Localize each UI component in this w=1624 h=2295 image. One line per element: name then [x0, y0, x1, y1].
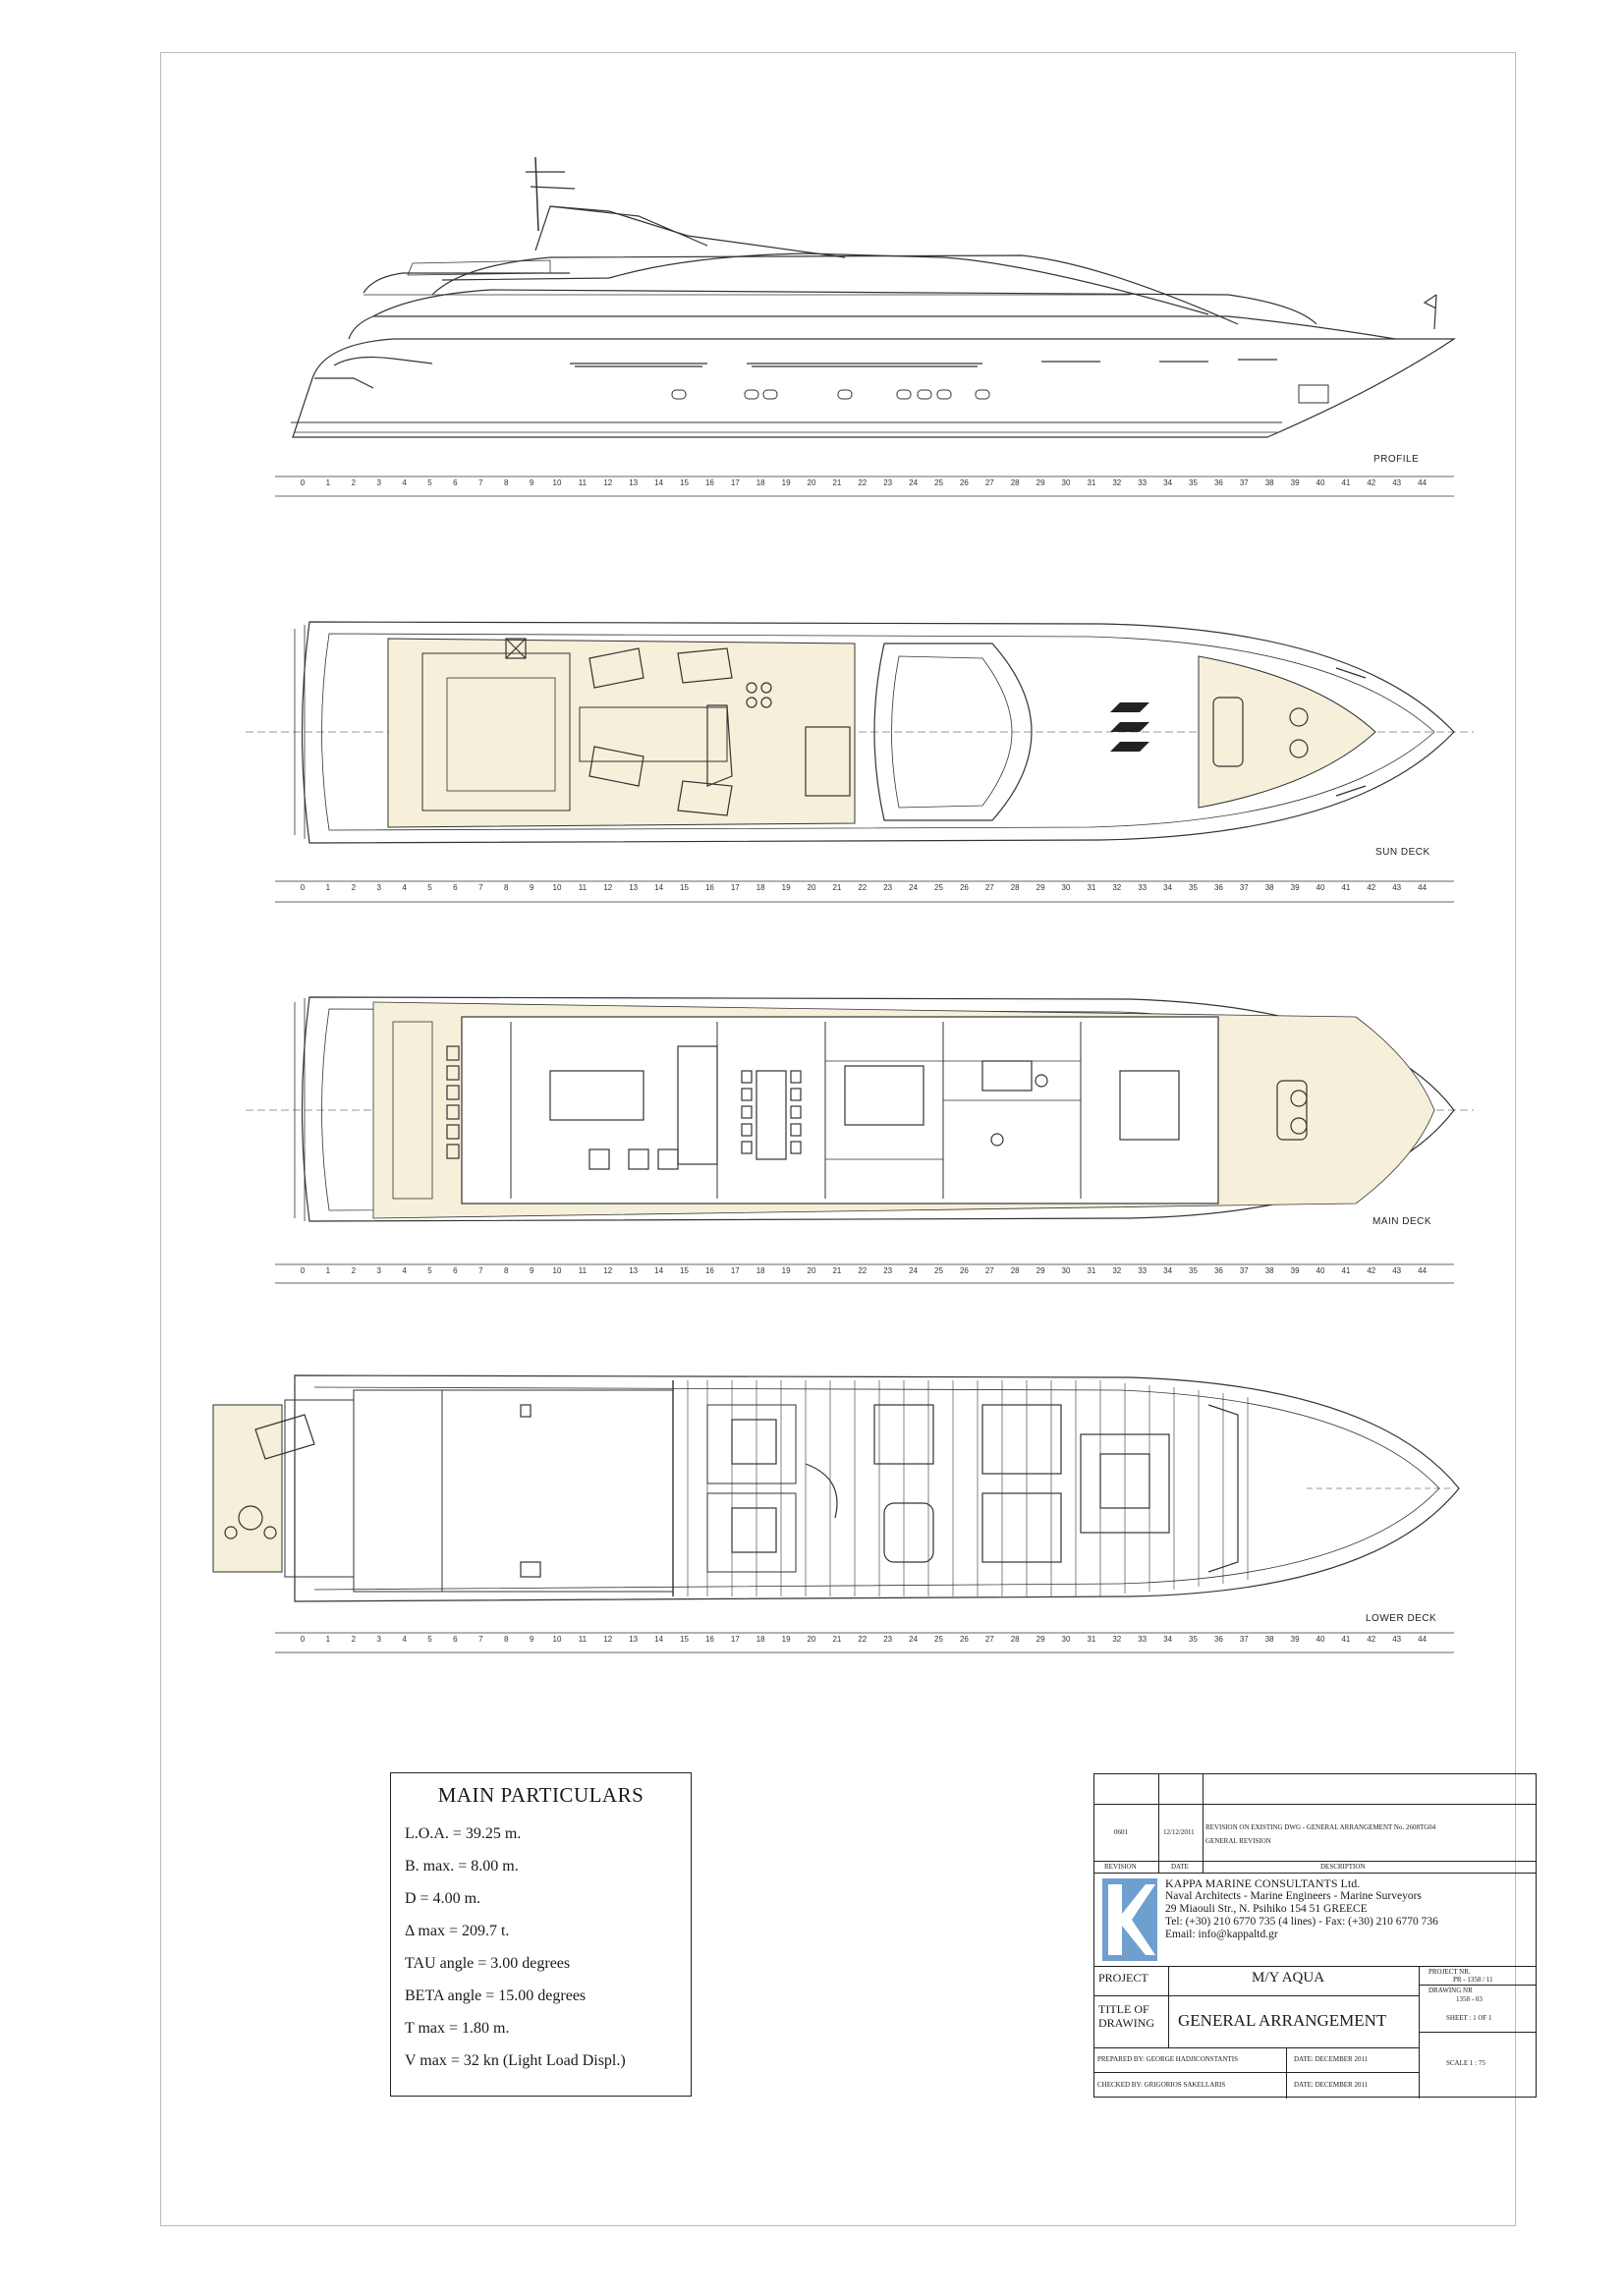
frame-number: 8: [503, 1635, 509, 1644]
particular-beam: B. max. = 8.00 m.: [405, 1858, 519, 1875]
frame-number: 10: [552, 478, 562, 487]
frame-number: 21: [832, 883, 842, 892]
frame-number: 25: [934, 478, 943, 487]
particular-depth: D = 4.00 m.: [405, 1890, 481, 1907]
frame-number: 16: [704, 478, 714, 487]
frame-number: 32: [1112, 1635, 1122, 1644]
frame-number: 35: [1189, 1266, 1198, 1275]
kappa-marine-logo: [1102, 1878, 1157, 1961]
frame-number: 27: [984, 883, 994, 892]
main-deck-view: [246, 997, 1474, 1221]
frame-number: 39: [1290, 1635, 1300, 1644]
frame-number: 20: [807, 1635, 816, 1644]
frame-number: 23: [883, 1635, 893, 1644]
frame-number: 41: [1341, 478, 1351, 487]
frame-number: 8: [503, 1266, 509, 1275]
frame-number: 27: [984, 1635, 994, 1644]
main-particulars-table: [390, 1772, 692, 2097]
frame-number: 5: [427, 1635, 432, 1644]
frame-number: 26: [959, 478, 969, 487]
frame-number: 12: [603, 1635, 613, 1644]
frame-number: 14: [654, 1635, 664, 1644]
frame-number: 12: [603, 883, 613, 892]
frame-number: 36: [1213, 1266, 1223, 1275]
frame-number: 6: [453, 883, 458, 892]
frame-number: 27: [984, 478, 994, 487]
firm-email: Email: info@kappaltd.gr: [1165, 1929, 1278, 1940]
view-label-main-deck: MAIN DECK: [1372, 1216, 1432, 1227]
frame-number: 24: [909, 478, 919, 487]
frame-number: 35: [1189, 478, 1198, 487]
frame-number: 4: [402, 1635, 407, 1644]
frame-number: 39: [1290, 883, 1300, 892]
frame-number: 38: [1264, 883, 1274, 892]
frame-number: 13: [629, 1635, 639, 1644]
frame-number: 13: [629, 883, 639, 892]
frame-number: 23: [883, 883, 893, 892]
frame-number: 35: [1189, 1635, 1198, 1644]
frame-number: 29: [1036, 1266, 1045, 1275]
frame-number: 12: [603, 478, 613, 487]
particular-max-speed: V max = 32 kn (Light Load Displ.): [405, 2052, 626, 2069]
frame-number: 31: [1087, 1635, 1096, 1644]
frame-number: 11: [578, 478, 588, 487]
frame-number: 12: [603, 1266, 613, 1275]
project-value: M/Y AQUA: [1252, 1970, 1325, 1986]
frame-number: 1: [325, 1266, 331, 1275]
frame-number: 8: [503, 883, 509, 892]
profile-view: [291, 157, 1454, 437]
frame-number: 34: [1163, 478, 1173, 487]
drawing-nr-label: DRAWING NR: [1428, 1987, 1473, 1994]
frame-number: 0: [300, 478, 306, 487]
col-date: DATE: [1171, 1863, 1189, 1871]
frame-number: 19: [781, 1266, 791, 1275]
frame-number: 0: [300, 1635, 306, 1644]
frame-number: 10: [552, 1266, 562, 1275]
frame-number: 15: [680, 1266, 689, 1275]
frame-number: 38: [1264, 1635, 1274, 1644]
frame-number: 24: [909, 883, 919, 892]
firm-address-2: 29 Miaouli Str., N. Psihiko 154 51 GREECE: [1165, 1903, 1368, 1915]
frame-number: 37: [1239, 478, 1249, 487]
frame-number: 11: [578, 883, 588, 892]
frame-number: 6: [453, 1635, 458, 1644]
frame-number: 13: [629, 1266, 639, 1275]
frame-number: 31: [1087, 478, 1096, 487]
frame-number: 40: [1316, 883, 1325, 892]
frame-number: 6: [453, 478, 458, 487]
col-description: DESCRIPTION: [1320, 1863, 1366, 1871]
frame-number: 19: [781, 1635, 791, 1644]
drawing-scale: SCALE 1 : 75: [1446, 2059, 1485, 2067]
frame-number: 11: [578, 1635, 588, 1644]
frame-number: 18: [756, 1635, 765, 1644]
prepared-date: DATE: DECEMBER 2011: [1294, 2055, 1369, 2063]
frame-number: 18: [756, 883, 765, 892]
frame-number: 5: [427, 1266, 432, 1275]
frame-number: 39: [1290, 478, 1300, 487]
frame-number: 14: [654, 1266, 664, 1275]
frame-number: 43: [1392, 1635, 1402, 1644]
frame-number: 24: [909, 1266, 919, 1275]
frame-number: 40: [1316, 1266, 1325, 1275]
col-revision: REVISION: [1104, 1863, 1137, 1871]
frame-number: 40: [1316, 1635, 1325, 1644]
particular-draft: T max = 1.80 m.: [405, 2020, 510, 2037]
frame-number: 40: [1316, 478, 1325, 487]
frame-number: 23: [883, 1266, 893, 1275]
frame-number: 25: [934, 1266, 943, 1275]
frame-number: 2: [351, 478, 357, 487]
title-label-2: DRAWING: [1098, 2016, 1155, 2030]
frame-number: 2: [351, 1635, 357, 1644]
frame-number: 37: [1239, 1635, 1249, 1644]
frame-number: 17: [730, 478, 740, 487]
frame-number: 43: [1392, 1266, 1402, 1275]
frame-number: 1: [325, 883, 331, 892]
frame-number: 34: [1163, 1635, 1173, 1644]
frame-number: 7: [478, 883, 483, 892]
frame-number: 21: [832, 478, 842, 487]
sun-deck-view: [246, 622, 1474, 843]
frame-number: 25: [934, 1635, 943, 1644]
frame-number: 42: [1367, 1266, 1376, 1275]
frame-number: 4: [402, 478, 407, 487]
frame-number: 34: [1163, 883, 1173, 892]
frame-number: 0: [300, 883, 306, 892]
checked-by: CHECKED BY: GRIGORIOS SAKELLARIS: [1097, 2081, 1226, 2089]
frame-number: 20: [807, 1266, 816, 1275]
frame-number: 28: [1010, 1635, 1020, 1644]
frame-number: 26: [959, 1266, 969, 1275]
frame-number: 29: [1036, 883, 1045, 892]
frame-number: 1: [325, 1635, 331, 1644]
frame-number: 32: [1112, 1266, 1122, 1275]
frame-number: 30: [1061, 1635, 1071, 1644]
frame-number: 7: [478, 478, 483, 487]
frame-number: 2: [351, 1266, 357, 1275]
frame-number: 21: [832, 1266, 842, 1275]
frame-number: 32: [1112, 478, 1122, 487]
frame-number: 33: [1138, 883, 1148, 892]
frame-number: 10: [552, 1635, 562, 1644]
frame-number: 41: [1341, 1266, 1351, 1275]
frame-number: 22: [858, 478, 868, 487]
frame-number: 22: [858, 1635, 868, 1644]
frame-number: 17: [730, 1266, 740, 1275]
frame-number: 18: [756, 1266, 765, 1275]
particular-tau-angle: TAU angle = 3.00 degrees: [405, 1955, 571, 1972]
frame-number: 14: [654, 883, 664, 892]
frame-number: 33: [1138, 1635, 1148, 1644]
frame-number: 43: [1392, 883, 1402, 892]
frame-number: 42: [1367, 478, 1376, 487]
frame-number: 44: [1418, 1635, 1428, 1644]
frame-number: 16: [704, 1266, 714, 1275]
frame-number: 7: [478, 1266, 483, 1275]
frame-number: 15: [680, 883, 689, 892]
frame-number: 11: [578, 1266, 588, 1275]
frame-number: 31: [1087, 883, 1096, 892]
prepared-by: PREPARED BY: GEORGE HADJICONSTANTIS: [1097, 2055, 1239, 2063]
frame-number: 22: [858, 1266, 868, 1275]
project-nr-label: PROJECT NR.: [1428, 1968, 1471, 1976]
frame-number: 42: [1367, 1635, 1376, 1644]
frame-number: 17: [730, 883, 740, 892]
frame-number: 21: [832, 1635, 842, 1644]
frame-number: 41: [1341, 883, 1351, 892]
frame-number: 33: [1138, 1266, 1148, 1275]
frame-number: 44: [1418, 1266, 1428, 1275]
frame-number: 20: [807, 478, 816, 487]
firm-phone: Tel: (+30) 210 6770 735 (4 lines) - Fax: (+30) 210 6770 736: [1165, 1916, 1438, 1928]
frame-number: 30: [1061, 883, 1071, 892]
frame-number: 26: [959, 883, 969, 892]
frame-number: 28: [1010, 883, 1020, 892]
frame-number: 15: [680, 1635, 689, 1644]
view-label-sun-deck: SUN DECK: [1375, 847, 1430, 858]
frame-number: 3: [376, 1266, 381, 1275]
sheet-number: SHEET : 1 OF 1: [1446, 2014, 1492, 2022]
frame-number: 26: [959, 1635, 969, 1644]
frame-number: 22: [858, 883, 868, 892]
drawing-nr-value: 1358 - 03: [1456, 1995, 1483, 2003]
frame-number: 35: [1189, 883, 1198, 892]
title-block: [1093, 1773, 1537, 2098]
frame-number: 29: [1036, 1635, 1045, 1644]
frame-number: 41: [1341, 1635, 1351, 1644]
drawing-title: GENERAL ARRANGEMENT: [1178, 2011, 1387, 2030]
frame-number: 1: [325, 478, 331, 487]
frame-number: 3: [376, 883, 381, 892]
frame-number: 3: [376, 478, 381, 487]
frame-number: 30: [1061, 1266, 1071, 1275]
frame-number: 4: [402, 1266, 407, 1275]
frame-number: 16: [704, 883, 714, 892]
frame-number: 32: [1112, 883, 1122, 892]
lower-deck-view: [213, 1375, 1459, 1601]
firm-name: KAPPA MARINE CONSULTANTS Ltd.: [1165, 1876, 1361, 1890]
frame-number: 37: [1239, 883, 1249, 892]
frame-number: 2: [351, 883, 357, 892]
frame-number: 23: [883, 478, 893, 487]
revision-description-1: REVISION ON EXISTING DWG - GENERAL ARRANGEMENT No. 2608TG04: [1205, 1823, 1436, 1831]
frame-number: 17: [730, 1635, 740, 1644]
frame-number: 4: [402, 883, 407, 892]
frame-number: 31: [1087, 1266, 1096, 1275]
frame-number: 24: [909, 1635, 919, 1644]
frame-number: 0: [300, 1266, 306, 1275]
frame-number: 38: [1264, 478, 1274, 487]
project-nr-value: PR - 1358 / 11: [1453, 1976, 1493, 1984]
frame-number: 5: [427, 883, 432, 892]
frame-number: 9: [529, 1635, 534, 1644]
frame-number: 38: [1264, 1266, 1274, 1275]
frame-number: 43: [1392, 478, 1402, 487]
frame-number: 36: [1213, 1635, 1223, 1644]
checked-date: DATE: DECEMBER 2011: [1294, 2081, 1369, 2089]
frame-number: 7: [478, 1635, 483, 1644]
frame-number: 19: [781, 478, 791, 487]
revision-code: 0601: [1114, 1828, 1128, 1836]
frame-number: 36: [1213, 478, 1223, 487]
particulars-title: MAIN PARTICULARS: [437, 1783, 644, 1807]
frame-number: 9: [529, 1266, 534, 1275]
frame-number: 9: [529, 883, 534, 892]
frame-number: 10: [552, 883, 562, 892]
frame-number: 37: [1239, 1266, 1249, 1275]
frame-number: 20: [807, 883, 816, 892]
frame-number: 28: [1010, 1266, 1020, 1275]
frame-number: 33: [1138, 478, 1148, 487]
frame-number: 39: [1290, 1266, 1300, 1275]
frame-number: 27: [984, 1266, 994, 1275]
frame-number: 29: [1036, 478, 1045, 487]
particular-loa: L.O.A. = 39.25 m.: [405, 1825, 522, 1842]
frame-number: 34: [1163, 1266, 1173, 1275]
particular-beta-angle: BETA angle = 15.00 degrees: [405, 1987, 587, 2004]
frame-number: 36: [1213, 883, 1223, 892]
frame-number: 14: [654, 478, 664, 487]
frame-number: 16: [704, 1635, 714, 1644]
title-label-1: TITLE OF: [1098, 2002, 1149, 2016]
frame-number: 42: [1367, 883, 1376, 892]
particular-displacement: Δ max = 209.7 t.: [405, 1923, 510, 1939]
frame-number: 18: [756, 478, 765, 487]
frame-number: 6: [453, 1266, 458, 1275]
frame-number: 15: [680, 478, 689, 487]
frame-number: 25: [934, 883, 943, 892]
frame-number: 30: [1061, 478, 1071, 487]
revision-description-2: GENERAL REVISION: [1205, 1837, 1271, 1845]
frame-number: 44: [1418, 883, 1428, 892]
view-label-profile: PROFILE: [1373, 454, 1420, 465]
view-label-lower-deck: LOWER DECK: [1366, 1613, 1437, 1624]
frame-number: 28: [1010, 478, 1020, 487]
frame-number: 3: [376, 1635, 381, 1644]
firm-address-1: Naval Architects - Marine Engineers - Marine Surveyors: [1165, 1890, 1422, 1902]
frame-number: 19: [781, 883, 791, 892]
frame-number: 5: [427, 478, 432, 487]
frame-number: 8: [503, 478, 509, 487]
frame-number: 13: [629, 478, 639, 487]
project-label: PROJECT: [1098, 1971, 1148, 1985]
revision-date: 12/12/2011: [1163, 1828, 1195, 1836]
frame-number: 44: [1418, 478, 1428, 487]
frame-number: 9: [529, 478, 534, 487]
